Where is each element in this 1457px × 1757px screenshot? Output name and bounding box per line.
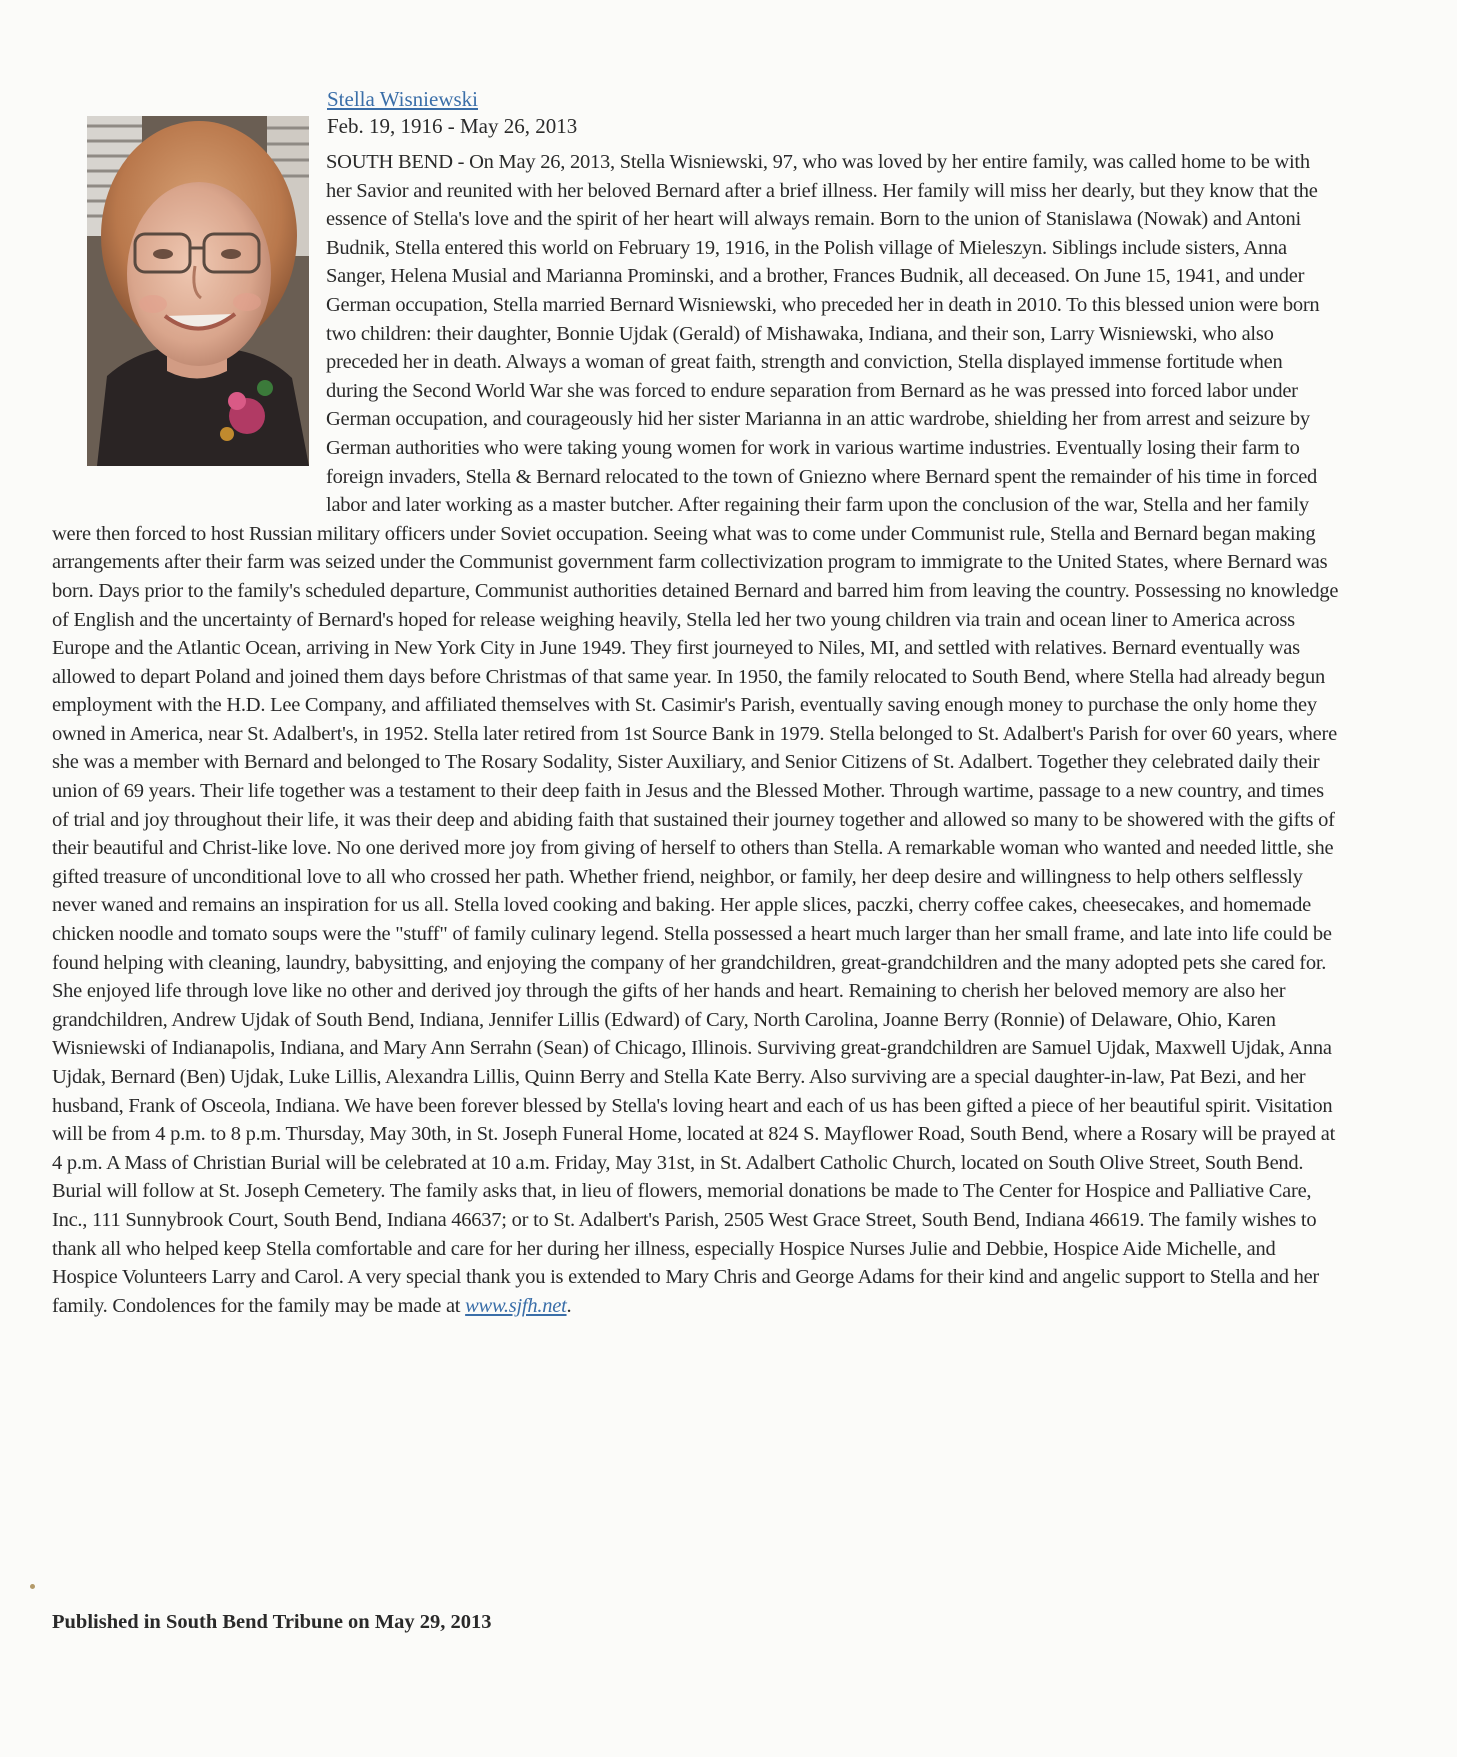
photo-spacer: [52, 148, 326, 492]
website-suffix: .: [566, 1294, 572, 1317]
obituary-body: [52, 148, 1339, 1320]
publication-note: Published in South Bend Tribune on May 29, 2013: [52, 1611, 492, 1633]
funeral-home-website-link[interactable]: www.sjfh.net: [465, 1294, 567, 1317]
life-dates: Feb. 19, 1916 - May 26, 2013: [327, 114, 578, 138]
obituary-name-link[interactable]: Stella Wisniewski: [327, 87, 479, 111]
obituary-body-text: SOUTH BEND - On May 26, 2013, Stella Wisniewski, 97, who was loved by her entire family, was called home to be with her Savior and reunited with her beloved Bernard after a brief illness. Her family will miss her dearly, but they know that the essence of Stella's love and the spirit of her heart will always remain. Born to the union of Stanislawa (Nowak) and Antoni Budnik, Stella entered this world on February 19, 1916, in the Polish village of Mieleszyn. Siblings include sisters, Anna Sanger, Helena Musial and Marianna Prominski, and a brother, Frances Budnik, all deceased. On June 15, 1941, and under German occupation, Stella married Bernard Wisniewski, who preceded her in death in 2010. To this blessed union were born two children: their daughter, Bonnie Ujdak (Gerald) of Mishawaka, Indiana, and their son, Larry Wisniewski, who also preceded her in death. Always a woman of great faith, strength and conviction, Stella displayed immense fortitude when during the Second World War she was forced to endure separation from Bernard as he was pressed into forced labor under German occupation, and courageously hid her sister Marianna in an attic wardrobe, shielding her from arrest and seizure by German authorities who were taking young women for work in various wartime industries. Eventually losing their farm to foreign invaders, Stella & Bernard relocated to the town of Gniezno where Bernard spent the remainder of his time in forced labor and later working as a master butcher. After regaining their farm upon the conclusion of the war, Stella and her family were then forced to host Russian military officers under Soviet occupation. Seeing what was to come under Communist rule, Stella and Bernard began making arrangements after their farm was seized under the Communist government farm collectivization program to immigrate to the United States, where Bernard was born. Days prior to the family's scheduled departure, Communist authorities detained Bernard and barred him from leaving the country. Possessing no knowledge of English and the uncertainty of Bernard's hoped for release weighing heavily, Stella led her two young children via train and ocean liner to America across Europe and the Atlantic Ocean, arriving in New York City in June 1949. They first journeyed to Niles, MI, and settled with relatives. Bernard eventually was allowed to depart Poland and joined them days before Christmas of that same year. In 1950, the family relocated to South Bend, where Stella had already begun employment with the H.D. Lee Company, and affiliated themselves with St. Casimir's Parish, eventually saving enough money to purchase the only home they owned in America, near St. Adalbert's, in 1952. Stella later retired from 1st Source Bank in 1979. Stella belonged to St. Adalbert's Parish for over 60 years, where she was a member with Bernard and belonged to The Rosary Sodality, Sister Auxiliary, and Senior Citizens of St. Adalbert. Together they celebrated daily their union of 69 years. Their life together was a testament to their deep faith in Jesus and the Blessed Mother. Through wartime, passage to a new country, and times of trial and joy throughout their life, it was their deep and abiding faith that sustained their journey together and allowed so many to be showered with the gifts of their beautiful and Christ-like love. No one derived more joy from giving of herself to others than Stella. A remarkable woman who wanted and needed little, she gifted treasure of unconditional love to all who crossed her path. Whether friend, neighbor, or family, her deep desire and willingness to help others selflessly never waned and remains an inspiration for us all. Stella loved cooking and baking. Her apple slices, paczki, cherry coffee cakes, cheesecakes, and homemade chicken noodle and tomato soups were the "stuff" of family culinary legend. Stella possessed a heart much larger than her small frame, and late into life could be found helping with cleaning, laundry, babysitting, and enjoying the company of her grandchildren, great-grandchildren and the many adopted pets she cared for. She enjoyed life through love like no other and derived joy through the gifts of her hands and heart. Remaining to cherish her beloved memory are also her grandchildren, Andrew Ujdak of South Bend, Indiana, Jennifer Lillis (Edward) of Cary, North Carolina, Joanne Berry (Ronnie) of Delaware, Ohio, Karen Wisniewski of Indianapolis, Indiana, and Mary Ann Serrahn (Sean) of Chicago, Illinois. Surviving great-grandchildren are Samuel Ujdak, Maxwell Ujdak, Anna Ujdak, Bernard (Ben) Ujdak, Luke Lillis, Alexandra Lillis, Quinn Berry and Stella Kate Berry. Also surviving are a special daughter-in-law, Pat Bezi, and her husband, Frank of Osceola, Indiana. We have been forever blessed by Stella's loving heart and each of us has been gifted a piece of her beautiful spirit. Visitation will be from 4 p.m. to 8 p.m. Thursday, May 30th, in St. Joseph Funeral Home, located at 824 S. Mayflower Road, South Bend, where a Rosary will be prayed at 4 p.m. A Mass of Christian Burial will be celebrated at 10 a.m. Friday, May 31st, in St. Adalbert Catholic Church, located on South Olive Street, South Bend. Burial will follow at St. Joseph Cemetery. The family asks that, in lieu of flowers, memorial donations be made to The Center for Hospice and Palliative Care, Inc., 111 Sunnybrook Court, South Bend, Indiana 46637; or to St. Adalbert's Parish, 2505 West Grace Street, South Bend, Indiana 46619. The family wishes to thank all who helped keep Stella comfortable and care for her during her illness, especially Hospice Nurses Julie and Debbie, Hospice Aide Michelle, and Hospice Volunteers Larry and Carol. A very special thank you is extended to Mary Chris and George Adams for their kind and angelic support to Stella and her family. Condolences for the family may be made at: [52, 151, 1339, 1317]
scan-mark: [30, 1584, 35, 1589]
